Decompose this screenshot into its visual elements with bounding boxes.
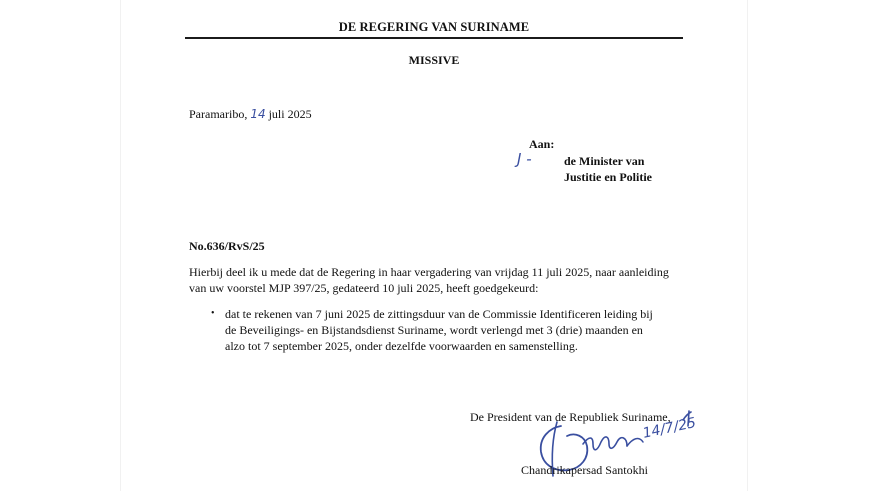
recipient-line-1: de Minister van [564,154,645,168]
header-rule [185,37,683,39]
signatory-name: Chandrikapersad Santokhi [521,463,648,477]
bullet-paragraph [225,306,653,354]
recipient-label: Aan: [529,137,555,151]
handwritten-day: 14 [250,107,266,121]
month-year: juli 2025 [268,107,312,121]
place: Paramaribo, [189,107,248,121]
bullet-marker: • [211,308,215,319]
header-title: DE REGERING VAN SURINAME [338,20,530,34]
bullet-line: de Beveiligings- en Bijstandsdienst Suriname, wordt verlengd met 3 (drie) maanden en [225,323,643,337]
closing-title: De President van de Republiek Suriname, [470,410,671,424]
reference-number: No.636/RvS/25 [189,239,265,253]
handwritten-recipient-mark: J - [517,150,532,168]
intro-line: Hierbij deel ik u mede dat de Regering in haar vergadering van vrijdag 11 juli 2025, naar aanleiding [189,265,669,279]
intro-line: van uw voorstel MJP 397/25, gedateerd 10 juli 2025, heeft goedgekeurd: [189,281,539,295]
place-date-line [189,107,312,122]
recipient-line-2: Justitie en Politie [564,170,652,184]
intro-paragraph [189,264,669,296]
bullet-line: dat te rekenen van 7 juni 2025 de zittingsduur van de Commissie Identificeren leiding bij [225,307,653,321]
document-page [120,0,748,491]
bullet-line: alzo tot 7 september 2025, onder dezelfde voorwaarden en samenstelling. [225,339,578,353]
signature-date: 14/7/25 [641,414,698,442]
document-type: MISSIVE [408,53,460,67]
